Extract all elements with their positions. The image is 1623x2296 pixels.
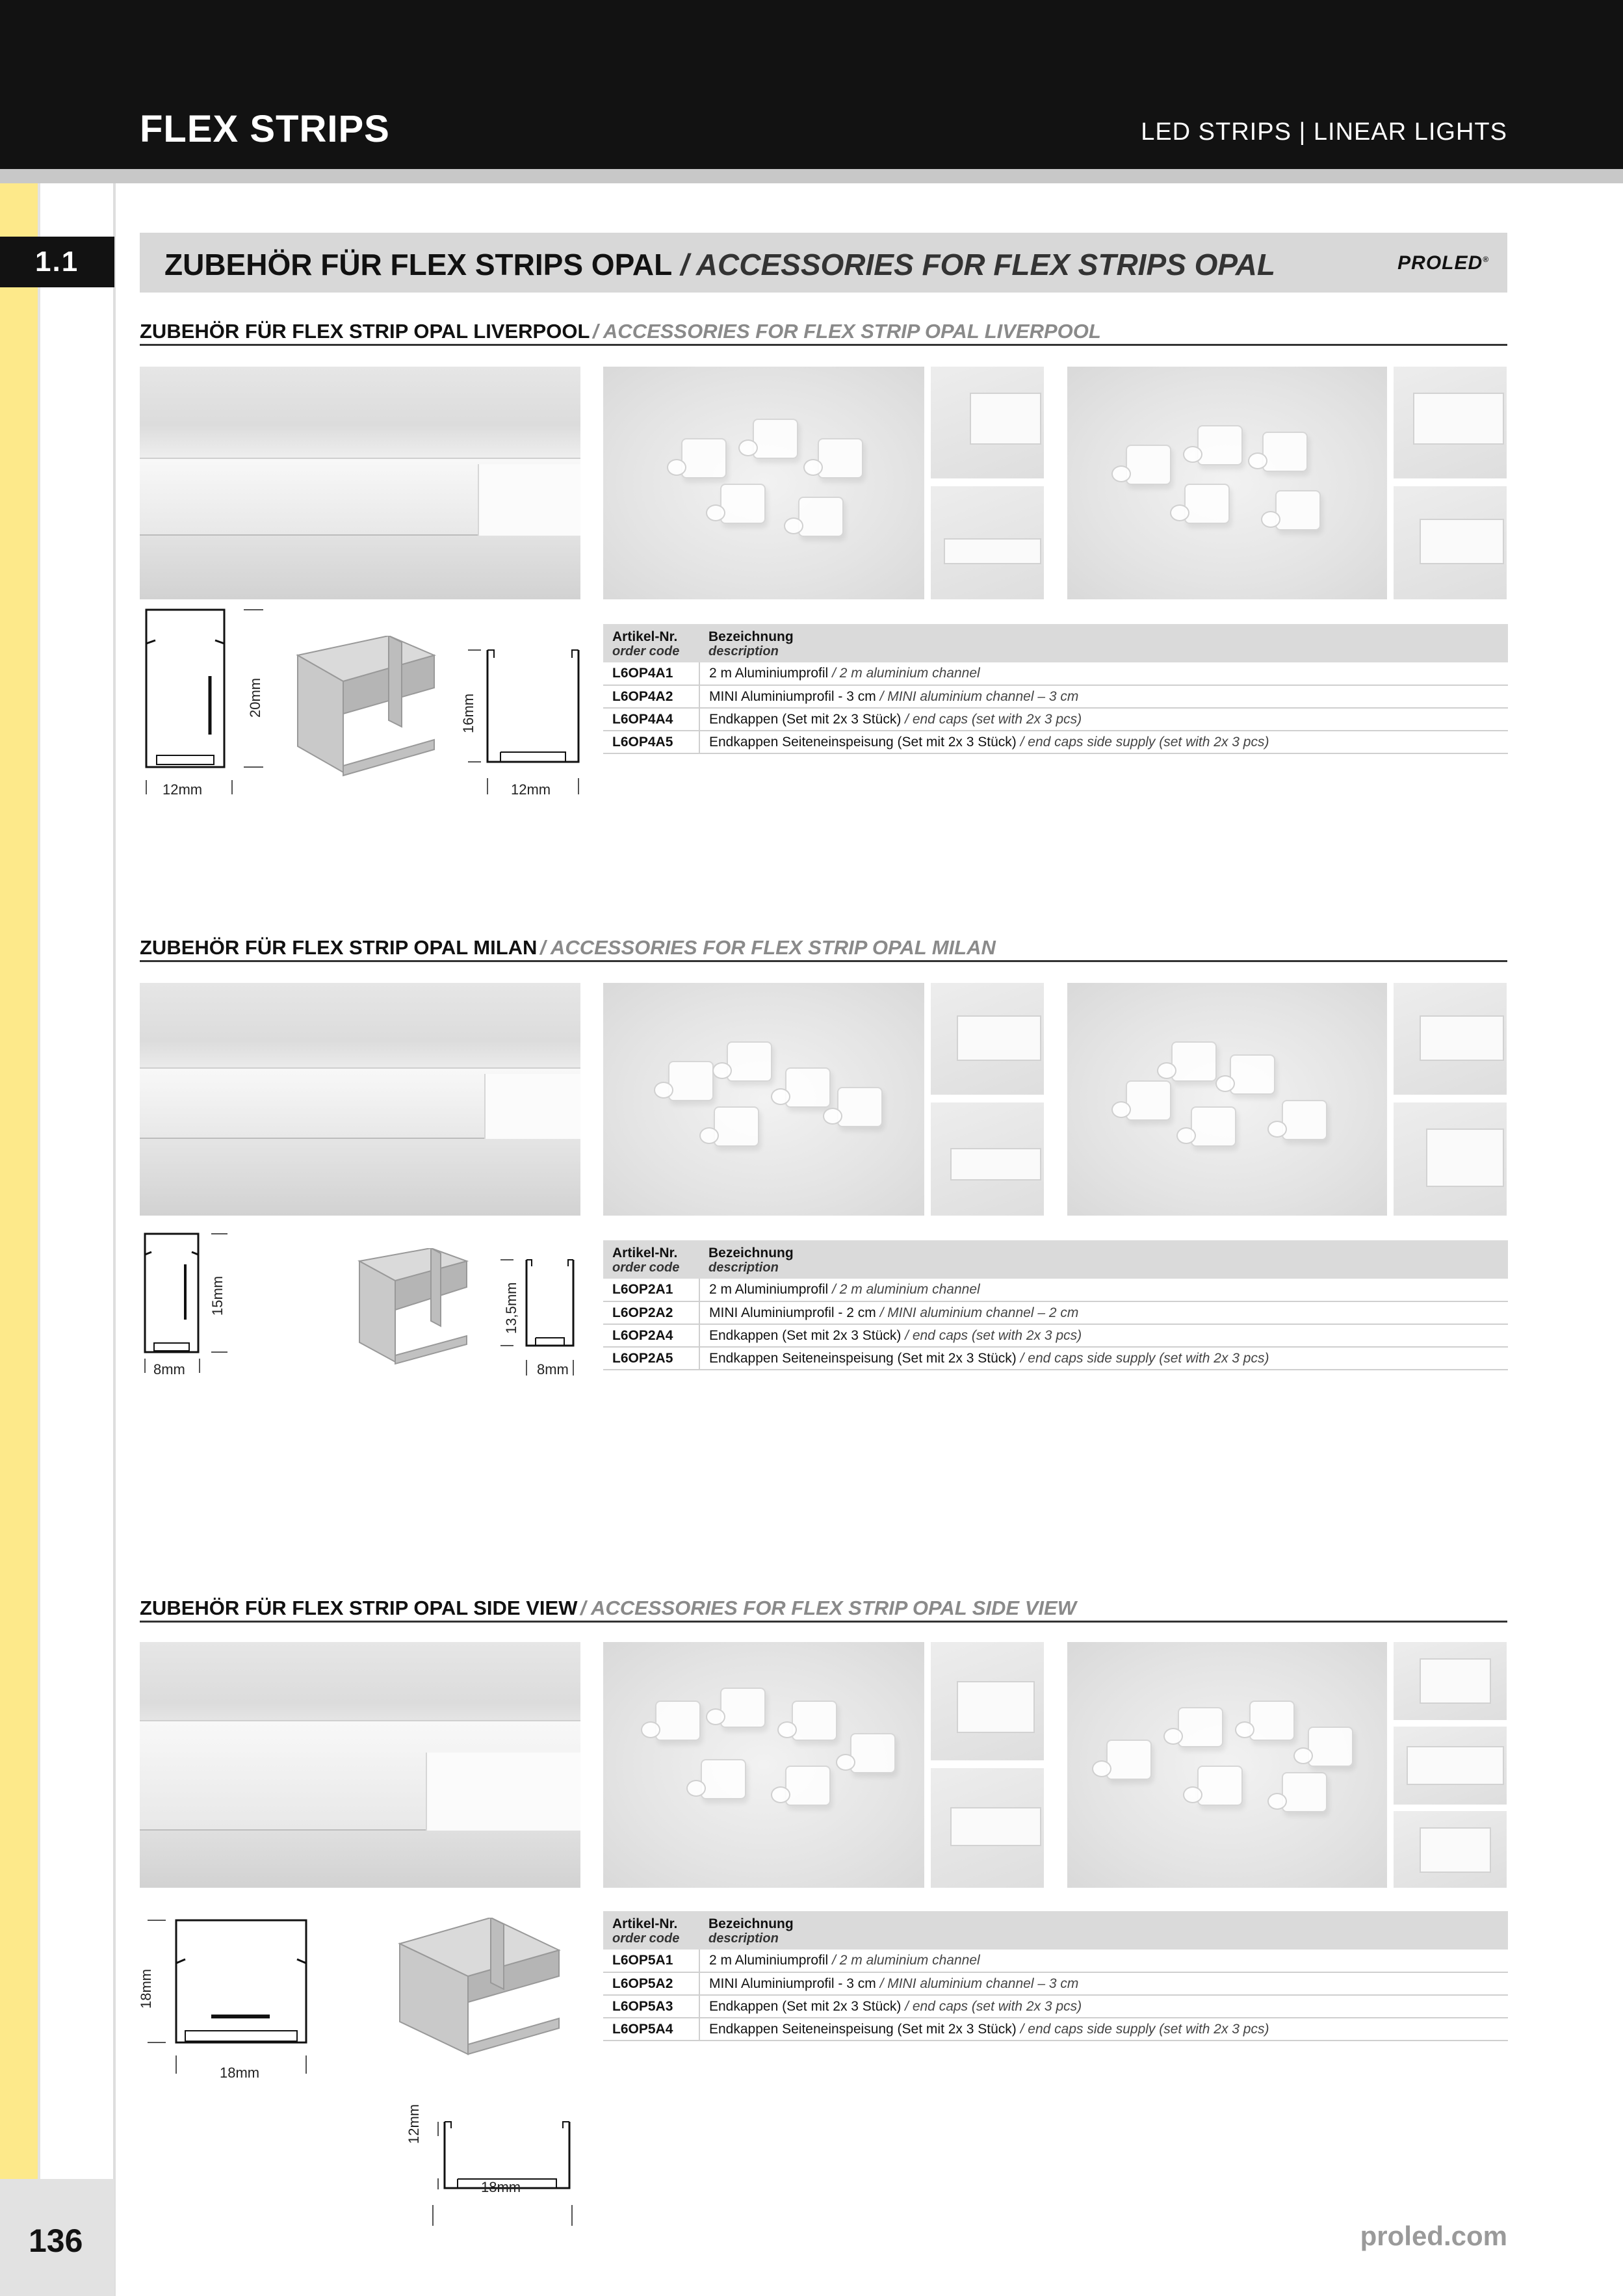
side-supply-caps-photo [1067,367,1387,599]
table-row: L6OP5A1 2 m Aluminiumprofil / 2 m aluminium channel [603,1950,1508,1972]
side-supply-caps-photo [1067,983,1387,1216]
end-caps-photo [603,1642,924,1888]
dim-width-b: 18mm [481,2179,521,2195]
side-supply-connector-photo [1394,1727,1507,1805]
main-heading-separator: / [672,248,696,281]
strip-connector-photo [931,1102,1044,1216]
mini-profile-iso-drawing [396,1918,565,2061]
table-row: L6OP5A2 MINI Aluminiumprofil - 3 cm / MINI aluminium channel – 3 cm [603,1972,1508,1995]
table-row: L6OP2A1 2 m Aluminiumprofil / 2 m aluminium channel [603,1279,1508,1301]
logo-text: PROLED [1397,252,1483,274]
section-title-de: ZUBEHÖR FÜR FLEX STRIP OPAL LIVERPOOL [140,320,590,343]
column-header-code: Artikel-Nr. order code [603,624,699,662]
profile-photo [140,1642,580,1888]
strip-end-photo [931,983,1044,1095]
mini-profile-iso-drawing [356,1248,473,1365]
table-header-row [603,1240,1508,1279]
column-header-description: Bezeichnung description [699,624,1508,662]
dim-height-b: 16mm [460,693,476,733]
mini-profile-iso-drawing [291,636,441,779]
main-heading-box [140,233,1507,293]
strip-end-photo [931,1642,1044,1760]
section-title-de: ZUBEHÖR FÜR FLEX STRIP OPAL SIDE VIEW [140,1597,578,1619]
section-title-milan [140,936,1507,962]
side-supply-cable-photo [1394,1102,1507,1216]
main-heading [164,247,1275,282]
header-divider [0,169,1623,183]
section-title-en: / ACCESSORIES FOR FLEX STRIP OPAL MILAN [539,936,996,959]
dim-height-a: 20mm [247,677,263,718]
spec-table-side-view [603,1911,1508,2041]
margin-rule [113,183,116,2296]
table-header-row [603,1911,1508,1950]
section-title-en: / ACCESSORIES FOR FLEX STRIP OPAL LIVERPOOL [592,320,1101,343]
strip-connector-photo [931,486,1044,599]
profile-photo [140,983,580,1216]
column-header-code: Artikel-Nr. order code [603,1240,699,1279]
document-category: LED STRIPS | LINEAR LIGHTS [1141,118,1507,146]
profile-photo [140,367,580,599]
section-title-side-view [140,1597,1507,1623]
table-row: L6OP4A5 Endkappen Seiteneinspeisung (Set mit 2x 3 Stück) / end caps side supply (set with 2x 3 pcs) [603,731,1508,753]
spec-table-liverpool [603,624,1508,754]
column-header-description: Bezeichnung description [699,1911,1508,1950]
main-heading-en: ACCESSORIES FOR FLEX STRIPS OPAL [695,248,1275,281]
dim-height-b: 13,5mm [503,1282,519,1334]
page-number: 136 [29,2223,83,2259]
logo-registered-mark: ® [1483,255,1489,264]
dim-width-a: 12mm [162,781,203,798]
end-caps-photo [603,983,924,1216]
main-heading-de: ZUBEHÖR FÜR FLEX STRIPS OPAL [164,248,673,281]
side-supply-end-photo [1394,367,1507,478]
table-row: L6OP4A2 MINI Aluminiumprofil - 3 cm / MINI aluminium channel – 3 cm [603,685,1508,708]
dim-width-a: 18mm [220,2065,260,2081]
section-title-liverpool [140,320,1507,346]
side-supply-cable-photo [1394,1811,1507,1888]
table-row: L6OP4A1 2 m Aluminiumprofil / 2 m aluminium channel [603,662,1508,685]
table-row: L6OP4A4 Endkappen (Set mit 2x 3 Stück) / end caps (set with 2x 3 pcs) [603,708,1508,731]
column-header-code: Artikel-Nr. order code [603,1911,699,1950]
website-url[interactable]: proled.com [1360,2221,1507,2251]
chapter-tab: 1.1 [0,237,114,287]
table-row: L6OP2A5 Endkappen Seiteneinspeisung (Set mit 2x 3 Stück) / end caps side supply (set with 2x 3 pcs) [603,1347,1508,1370]
proled-logo [1397,252,1489,274]
spec-table-milan [603,1240,1508,1370]
width-dimension-lines [429,2204,585,2230]
dim-width-b: 8mm [537,1361,569,1377]
section-title-de: ZUBEHÖR FÜR FLEX STRIP OPAL MILAN [140,936,538,959]
table-row: L6OP5A3 Endkappen (Set mit 2x 3 Stück) / end caps (set with 2x 3 pcs) [603,1995,1508,2018]
side-supply-cable-photo [1394,486,1507,599]
dim-height-b: 12mm [406,2104,422,2144]
side-supply-end-photo [1394,983,1507,1095]
table-row: L6OP2A2 MINI Aluminiumprofil - 2 cm / MINI aluminium channel – 2 cm [603,1301,1508,1324]
profile-cross-section-b-drawing [468,645,598,801]
table-row: L6OP5A4 Endkappen Seiteneinspeisung (Set mit 2x 3 Stück) / end caps side supply (set with 2x 3 pcs) [603,2018,1508,2041]
chapter-color-stripe [0,183,38,2179]
dim-height-a: 18mm [138,1968,154,2009]
section-title-en: / ACCESSORIES FOR FLEX STRIP OPAL SIDE VIEW [580,1597,1076,1619]
strip-end-photo [931,367,1044,478]
column-header-description: Bezeichnung description [699,1240,1508,1279]
document-title: FLEX STRIPS [140,108,390,150]
profile-cross-section-drawing [140,1911,322,2080]
left-margin [38,183,114,2179]
table-header-row [603,624,1508,662]
strip-connector-photo [931,1768,1044,1888]
table-row: L6OP2A4 Endkappen (Set mit 2x 3 Stück) / end caps (set with 2x 3 pcs) [603,1324,1508,1347]
end-caps-photo [603,367,924,599]
dim-height-a: 15mm [209,1275,226,1316]
dim-width-b: 12mm [511,781,551,798]
dim-width-a: 8mm [153,1361,185,1377]
side-supply-caps-photo [1067,1642,1387,1888]
side-supply-end-photo [1394,1642,1507,1720]
